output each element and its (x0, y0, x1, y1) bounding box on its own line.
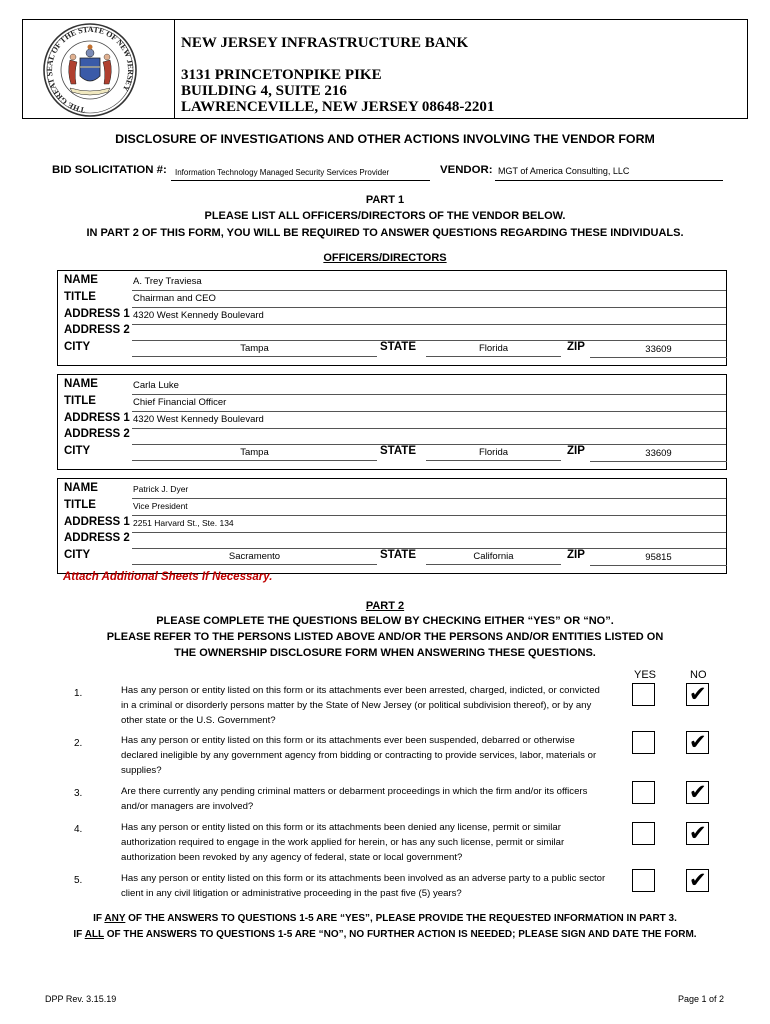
address2-label: ADDRESS 2 (64, 532, 130, 544)
field-line (132, 307, 726, 308)
city-label: CITY (64, 445, 91, 457)
officer-title-field[interactable]: Chairman and CEO (133, 293, 216, 304)
officer-city-field[interactable]: Tampa (240, 447, 269, 458)
yes-checkbox[interactable] (632, 869, 655, 892)
check-mark-icon: ✔ (689, 682, 707, 706)
no-checkbox[interactable] (686, 683, 709, 706)
question-number: 3. (74, 788, 83, 799)
no-checkbox[interactable] (686, 869, 709, 892)
state-line (426, 356, 561, 357)
field-line (132, 532, 726, 533)
no-checkbox[interactable] (686, 822, 709, 845)
zip-line (590, 461, 727, 462)
instruction-line2 (0, 929, 770, 940)
check-mark-icon: ✔ (689, 821, 707, 845)
officer-title-field[interactable]: Chief Financial Officer (133, 397, 227, 408)
name-label: NAME (64, 274, 98, 286)
org-address-line1: 3131 PRINCETONPIKE PIKE (181, 67, 382, 83)
city-line (132, 356, 377, 357)
officer-block (57, 270, 727, 366)
instruction-line1 (0, 913, 770, 924)
city-line (132, 564, 377, 565)
officer-address1-field[interactable]: 2251 Harvard St., Ste. 134 (133, 518, 234, 528)
field-line (132, 340, 726, 341)
part2-line3: THE OWNERSHIP DISCLOSURE FORM WHEN ANSWERING THESE QUESTIONS. (174, 647, 596, 659)
city-line (132, 460, 377, 461)
zip-label: ZIP (567, 445, 585, 457)
officer-city-field[interactable]: Tampa (240, 343, 269, 354)
no-checkbox[interactable] (686, 781, 709, 804)
vendor-label: VENDOR: (440, 164, 493, 176)
check-mark-icon: ✔ (689, 730, 707, 754)
bid-underline (171, 180, 430, 181)
field-line (132, 444, 726, 445)
instruction-line1-prefix: IF (93, 913, 105, 924)
officer-block (57, 478, 727, 574)
zip-label: ZIP (567, 549, 585, 561)
officer-zip-field[interactable]: 33609 (645, 344, 672, 355)
org-address-line3: LAWRENCEVILLE, NEW JERSEY 08648-2201 (181, 99, 495, 115)
header-divider (174, 19, 175, 119)
field-line (132, 548, 726, 549)
officers-heading (0, 252, 770, 264)
page-number: Page 1 of 2 (678, 994, 725, 1004)
instruction-line1-suffix: OF THE ANSWERS TO QUESTIONS 1-5 ARE “YES”, PLEASE PROVIDE THE REQUESTED INFORMATION IN PART 3. (125, 913, 677, 924)
state-label: STATE (380, 341, 416, 353)
field-line (132, 515, 726, 516)
question-text: Has any person or entity listed on this form or its attachments been involved as an adverse party to a public sector client in any civil litigation or administrative proceeding in the past five (5) years? (121, 873, 606, 899)
officer-name-field[interactable]: Carla Luke (133, 380, 179, 391)
field-line (132, 290, 726, 291)
state-label: STATE (380, 549, 416, 561)
state-line (426, 460, 561, 461)
yes-checkbox[interactable] (632, 731, 655, 754)
zip-line (590, 565, 727, 566)
officer-name-field[interactable]: Patrick J. Dyer (133, 484, 189, 494)
part1-line2: IN PART 2 OF THIS FORM, YOU WILL BE REQUIRED TO ANSWER QUESTIONS REGARDING THESE INDIVIDUALS. (86, 227, 684, 239)
question-number: 5. (74, 875, 83, 886)
officer-state-field[interactable]: Florida (478, 343, 509, 354)
no-checkbox[interactable] (686, 731, 709, 754)
bid-field[interactable]: Information Technology Managed Security Services Provider (175, 168, 390, 177)
yes-checkbox[interactable] (632, 683, 655, 706)
address2-label: ADDRESS 2 (64, 324, 130, 336)
address1-label: ADDRESS 1 (64, 516, 130, 528)
zip-label: ZIP (567, 341, 585, 353)
state-line (426, 564, 561, 565)
seal-text: THE GREAT SEAL OF THE STATE OF NEW JERSEY (44, 24, 136, 115)
title-label: TITLE (64, 291, 96, 303)
check-mark-icon: ✔ (689, 780, 707, 804)
name-label: NAME (64, 482, 98, 494)
yes-checkbox[interactable] (632, 822, 655, 845)
yes-column-header: YES (634, 669, 657, 681)
field-line (132, 498, 726, 499)
zip-line (590, 357, 727, 358)
state-label: STATE (380, 445, 416, 457)
instruction-line2-prefix: IF (73, 929, 85, 940)
part1-heading: PART 1 (365, 194, 405, 206)
org-address-line2: BUILDING 4, SUITE 216 (181, 83, 347, 99)
officer-zip-field[interactable]: 33609 (645, 448, 672, 459)
title-label: TITLE (64, 395, 96, 407)
instruction-line1-emph: ANY (104, 913, 126, 924)
officer-state-field[interactable]: California (473, 551, 514, 562)
part2-line1: PLEASE COMPLETE THE QUESTIONS BELOW BY CHECKING EITHER “YES” OR “NO”. (156, 615, 614, 627)
vendor-field[interactable]: MGT of America Consulting, LLC (498, 166, 630, 176)
part2-heading (0, 600, 770, 612)
question-text: Has any person or entity listed on this form or its attachments been denied any license, permit or similar authorization required to engage in the work applied for herein, or has any such license, permit or similar authorization been revoked by any agency of federal, state or local government? (121, 822, 565, 863)
vendor-underline (495, 180, 723, 181)
officer-block (57, 374, 727, 470)
check-mark-icon: ✔ (689, 868, 707, 892)
officer-state-field[interactable]: Florida (478, 447, 509, 458)
officer-zip-field[interactable]: 95815 (645, 552, 672, 563)
field-line (132, 394, 726, 395)
question-text: Has any person or entity listed on this form or its attachments ever been suspended, debarred or otherwise declared ineligible by any government agency from bidding or contracting to provide services, labor, materials or supplies? (121, 735, 597, 776)
yes-checkbox[interactable] (632, 781, 655, 804)
officer-address1-field[interactable]: 4320 West Kennedy Boulevard (133, 414, 264, 425)
officer-title-field[interactable]: Vice President (133, 501, 188, 511)
field-line (132, 324, 726, 325)
no-column-header: NO (690, 669, 707, 681)
instruction-line2-suffix: OF THE ANSWERS TO QUESTIONS 1-5 ARE “NO”, NO FURTHER ACTION IS NEEDED; PLEASE SIGN AND DATE THE FORM. (103, 929, 697, 940)
field-line (132, 411, 726, 412)
field-line (132, 428, 726, 429)
officer-name-field[interactable]: A. Trey Traviesa (133, 276, 202, 287)
form-title: DISCLOSURE OF INVESTIGATIONS AND OTHER ACTIONS INVOLVING THE VENDOR FORM (115, 132, 655, 146)
address2-label: ADDRESS 2 (64, 428, 130, 440)
name-label: NAME (64, 378, 98, 390)
question-text: Are there currently any pending criminal matters or debarment proceedings in which the firm and/or its officers and/or managers are involved? (121, 786, 588, 812)
question-text: Has any person or entity listed on this form or its attachments ever been arrested, charged, indicted, or convicted in a criminal or disorderly persons matter by the State of New Jersey (or political subdivision thereof), or by any other state or the U.S. Government? (121, 685, 600, 726)
question-number: 2. (74, 738, 83, 749)
address1-label: ADDRESS 1 (64, 412, 130, 424)
part1-line1: PLEASE LIST ALL OFFICERS/DIRECTORS OF THE VENDOR BELOW. (204, 210, 566, 222)
question-number: 1. (74, 688, 83, 699)
bid-label: BID SOLICITATION #: (52, 164, 167, 176)
revision-label: DPP Rev. 3.15.19 (45, 994, 117, 1004)
part2-heading-text: PART 2 (365, 600, 405, 612)
city-label: CITY (64, 549, 91, 561)
officer-address1-field[interactable]: 4320 West Kennedy Boulevard (133, 310, 264, 321)
instruction-line2-emph: ALL (84, 929, 104, 940)
officer-city-field[interactable]: Sacramento (228, 551, 281, 562)
title-label: TITLE (64, 499, 96, 511)
city-label: CITY (64, 341, 91, 353)
question-number: 4. (74, 824, 83, 835)
org-name: NEW JERSEY INFRASTRUCTURE BANK (181, 35, 469, 51)
address1-label: ADDRESS 1 (64, 308, 130, 320)
part2-line2: PLEASE REFER TO THE PERSONS LISTED ABOVE AND/OR THE PERSONS AND/OR ENTITIES LISTED ON (106, 631, 664, 643)
officers-heading-text: OFFICERS/DIRECTORS (323, 252, 447, 264)
state-seal-icon (40, 22, 140, 118)
attach-note: Attach Additional Sheets If Necessary. (63, 571, 273, 583)
